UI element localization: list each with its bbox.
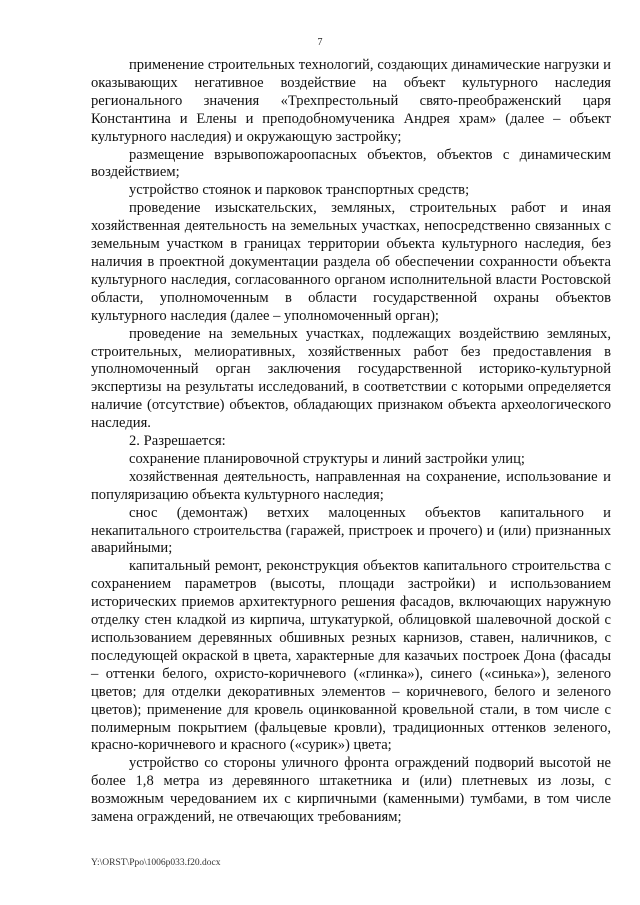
paragraph: применение строительных технологий, создающих динамические нагрузки и оказывающих негативное воздействие на объект культурного наследия регионального значения «Трехпрестольный свято-преображенский царя Константина и Елены и преподобномученика Андрея храм» (далее – объект культурного наследия) и окружающую застройку; <box>91 57 611 145</box>
paragraph: хозяйственная деятельность, направленная на сохранение, использование и популяризацию объекта культурного наследия; <box>91 468 611 503</box>
paragraph: проведение изыскательских, земляных, строительных работ и иная хозяйственная деятельность на земельных участках, непосредственно связанных с земельным участком в границах территории объекта культурного наследия, без наличия в проектной документации раздела об обеспечении сохранности объекта культурного наследия, согласованного органом исполнительной власти Ростовской области, уполномоченным в области государственной охраны объектов культурного наследия (далее – уполномоченный орган); <box>91 200 611 324</box>
paragraph: снос (демонтаж) ветхих малоценных объектов капитального и некапитального строительства (гаражей, пристроек и прочего) и (или) признанных аварийными; <box>91 504 611 557</box>
page-number: 7 <box>317 37 323 48</box>
document-body <box>91 57 611 827</box>
paragraph: размещение взрывопожароопасных объектов, объектов с динамическим воздействием; <box>91 146 611 181</box>
paragraph: устройство со стороны уличного фронта ограждений подворий высотой не более 1,8 метра из деревянного штакетника и (или) плетневых из лозы, с возможным чередованием их с кирпичными (каменными) тумбами, в том числе замена ограждений, не отвечающих требованиям; <box>91 755 611 826</box>
paragraph: устройство стоянок и парковок транспортных средств; <box>129 182 470 199</box>
section-heading: 2. Разрешается: <box>129 433 226 450</box>
paragraph: капитальный ремонт, реконструкция объектов капитального строительства с сохранением параметров (высоты, площади застройки) и использованием исторических приемов архитектурного решения фасадов, включающих наружную отделку стен кладкой из кирпича, штукатуркой, облицовкой шалевочной доской с использованием деревянных обшивных резных карнизов, ставен, наличников, с последующей окраской в цвета, характерные для казачьих построек Дона (фасады – оттенки белого, охристо-коричневого («глинка»), синего («синька»), зеленого цветов; для отделки декоративных элементов – коричневого, белого и зеленого цветов); применение для кровель оцинкованной кровельной стали, в том числе с полимерным покрытием (фальцевые кровли), традиционных оттенков зеленого, красно-коричневого и красного («сурик») цвета; <box>91 558 611 754</box>
footer-file-path: Y:\ORST\Ppo\1006p033.f20.docx <box>91 858 221 868</box>
paragraph: сохранение планировочной структуры и линий застройки улиц; <box>129 450 525 467</box>
paragraph: проведение на земельных участках, подлежащих воздействию земляных, строительных, мелиоративных, хозяйственных работ без предоставления в уполномоченный орган заключения государственной историко-культурной экспертизы на результаты исследований, в соответствии с которыми определяется наличие (отсутствие) объектов, обладающих признаком объекта археологического наследия. <box>91 325 611 432</box>
